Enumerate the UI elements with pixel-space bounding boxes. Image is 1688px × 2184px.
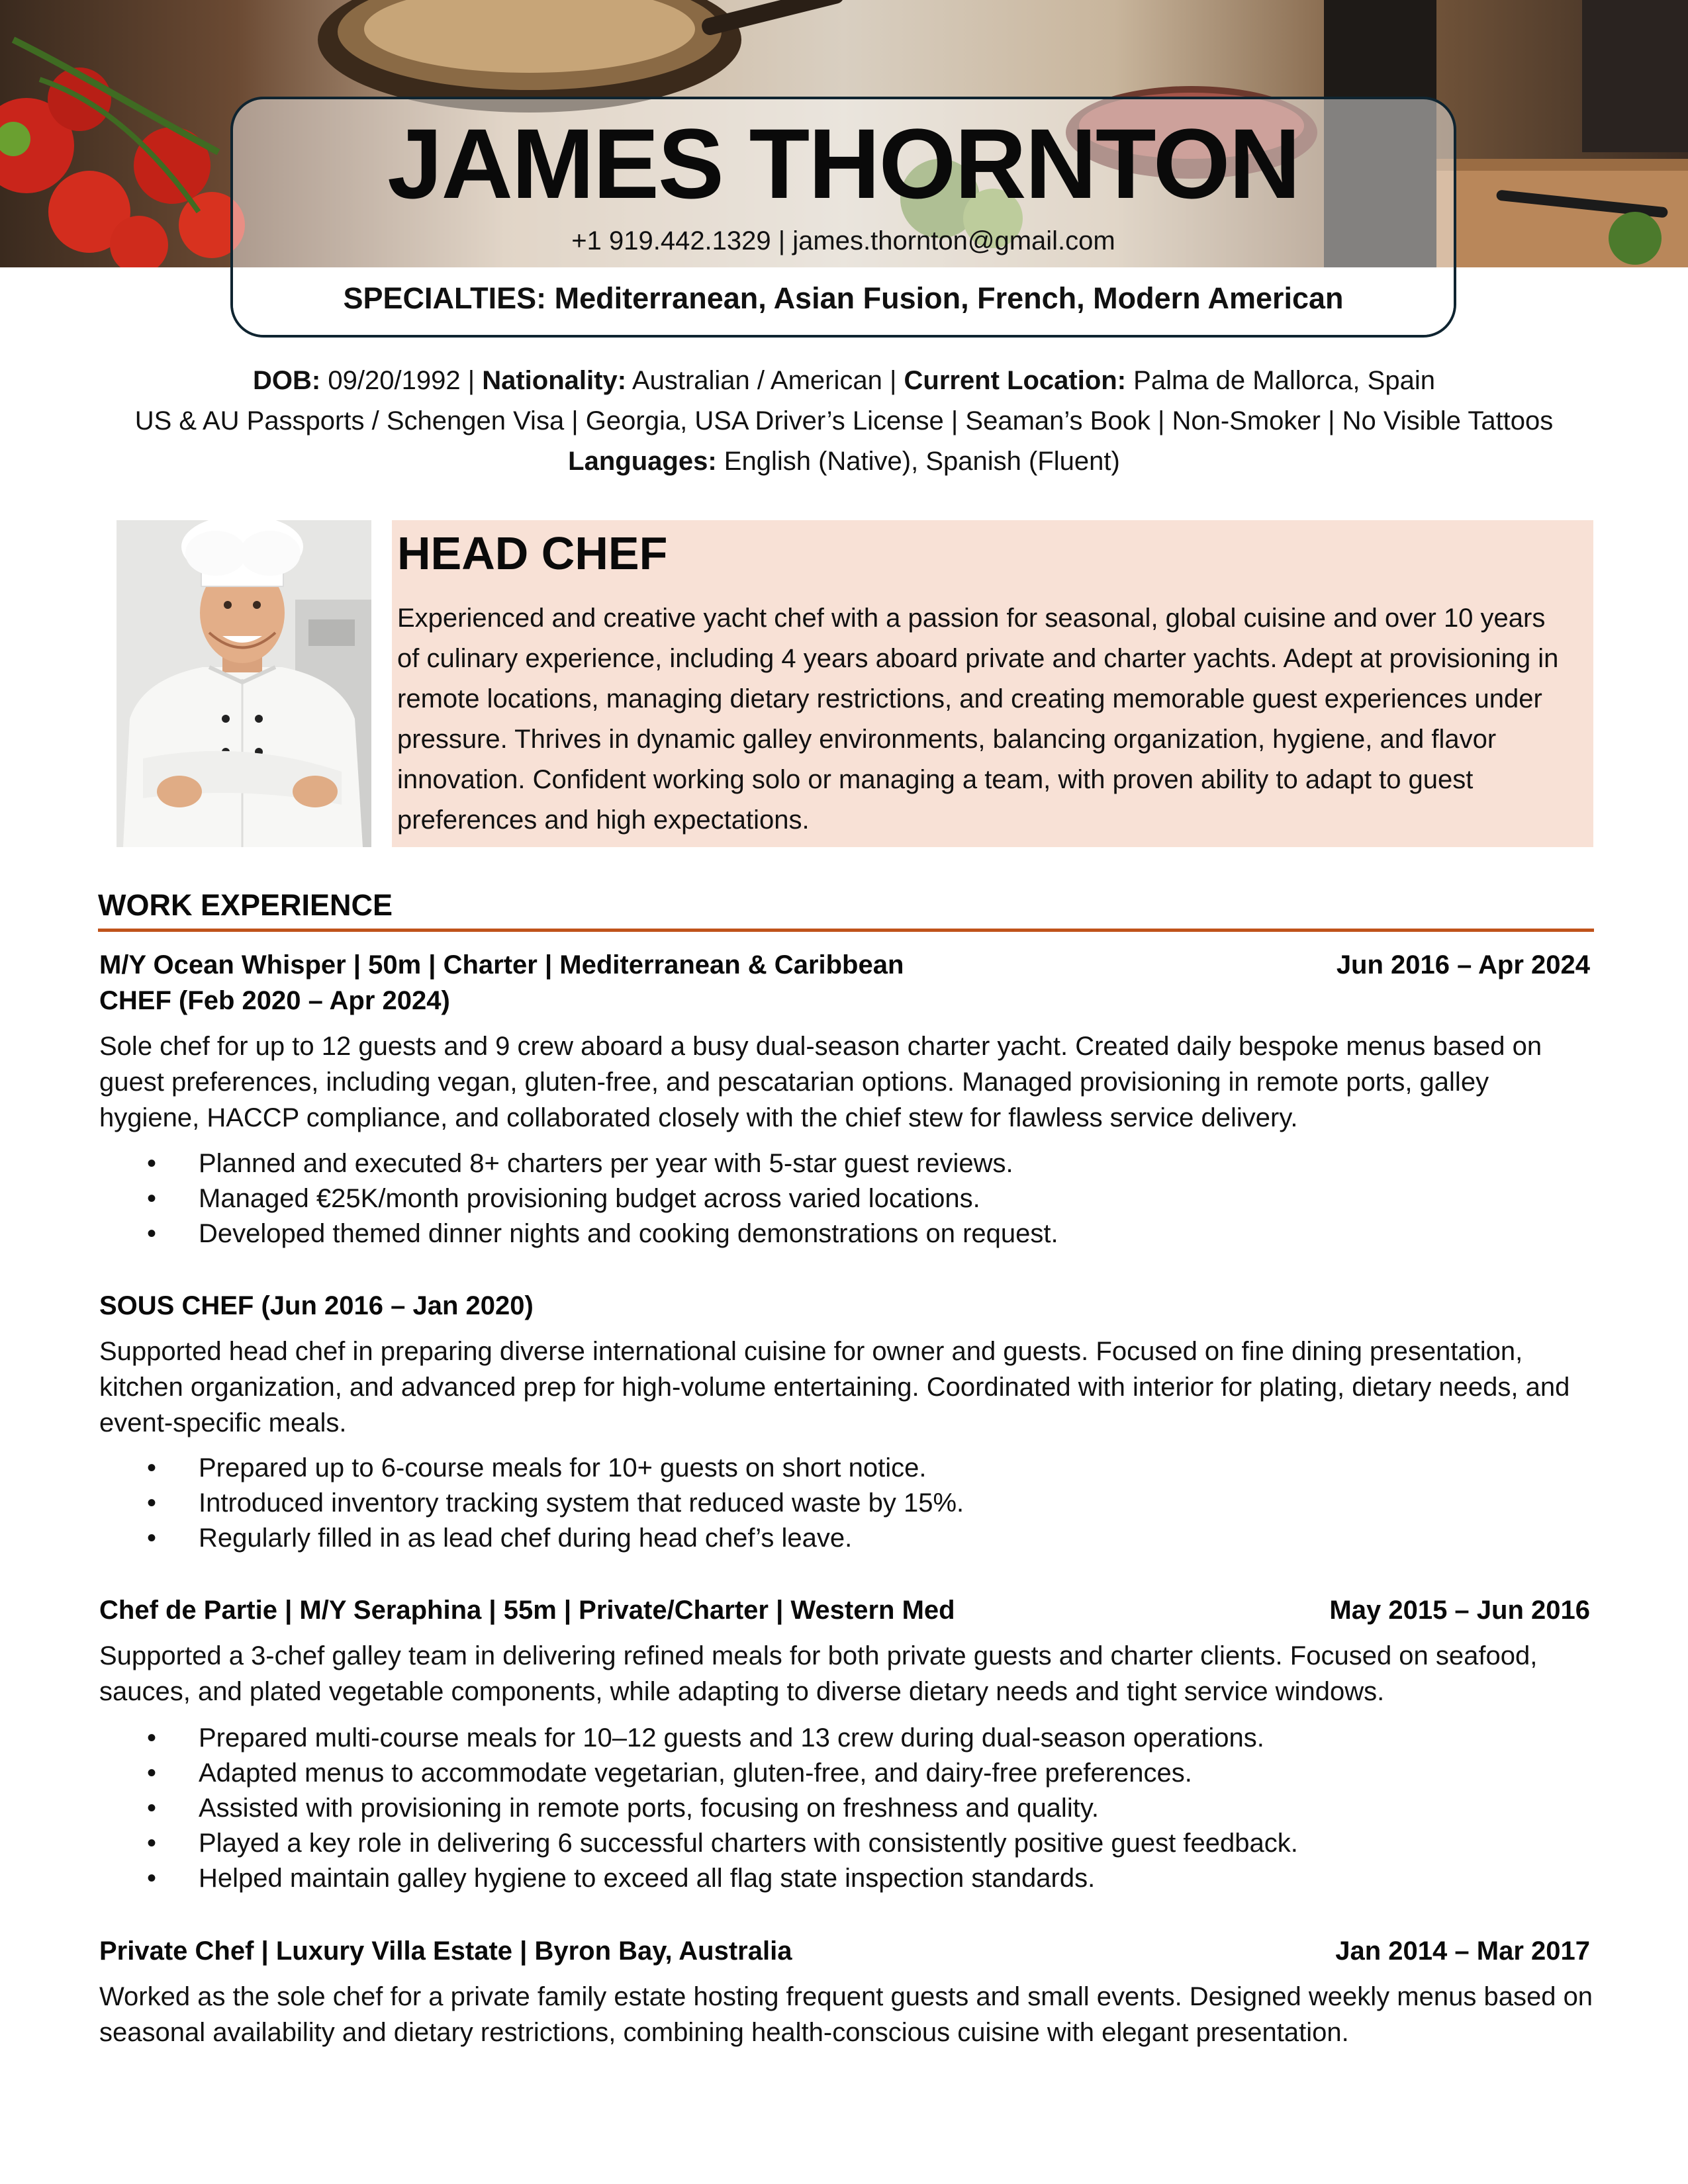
role-description: Sole chef for up to 12 guests and 9 crew aboard a busy dual-season charter yacht. Created daily bespoke menus based on guest preferences, including vegan, gluten-free, and pescatarian options. Managed provisioning in remote ports, galley hygiene, HACCP compliance, and collaborated closely with the chief stew for flawless service delivery. [99, 1032, 1542, 1132]
job-header [99, 1592, 1590, 1628]
achievements-list [99, 1146, 1556, 1251]
languages-label: Languages: [568, 447, 717, 476]
personal-info-line-1: DOB: 09/20/1992 | Nationality: Australian / American | Current Location: Palma de Mallorca, Spain [253, 366, 1435, 395]
nationality-value: Australian / American [632, 366, 882, 395]
job-header [99, 947, 1590, 983]
location-label: Current Location: [904, 366, 1127, 395]
achievements-list [99, 1451, 1556, 1556]
list-item: • Helped maintain galley hygiene to exceed all flag state inspection standards. [99, 1861, 1556, 1896]
list-item: • Developed themed dinner nights and cooking demonstrations on request. [99, 1216, 1556, 1251]
languages-line [66, 441, 1622, 482]
job-title: Chef de Partie | M/Y Seraphina | 55m | Private/Charter | Western Med [99, 1596, 955, 1625]
work-experience-heading: WORK EXPERIENCE [98, 888, 393, 922]
specialties-line: SPECIALTIES: Mediterranean, Asian Fusion, French, Modern American [343, 281, 1344, 315]
role-title: SOUS CHEF (Jun 2016 – Jan 2020) [99, 1291, 534, 1320]
job-title: Private Chef | Luxury Villa Estate | Byron Bay, Australia [99, 1936, 792, 1966]
section-divider [98, 929, 1594, 932]
list-item: • Played a key role in delivering 6 successful charters with consistently positive guest feedback. [99, 1826, 1556, 1861]
job-header [99, 1933, 1590, 1969]
role-description: Supported a 3-chef galley team in delivering refined meals for both private guests and charter clients. Focused on seafood, sauces, and plated vegetable components, while adapting to diverse dietary needs and tight service windows. [99, 1641, 1538, 1706]
candidate-name: JAMES THORNTON [387, 108, 1299, 219]
documents-line: US & AU Passports / Schengen Visa | Georgia, USA Driver’s License | Seaman’s Book | Non-Smoker | No Visible Tattoos [134, 406, 1554, 435]
contact-line: +1 919.442.1329 | james.thornton@gmail.com [571, 226, 1115, 255]
job-dates: May 2015 – Jun 2016 [1329, 1596, 1590, 1625]
personal-info [66, 361, 1622, 482]
chef-portrait-illustration [117, 520, 371, 847]
professional-summary [392, 520, 1593, 847]
achievements-list [99, 1721, 1556, 1896]
name-card [230, 97, 1456, 338]
dob-label: DOB: [253, 366, 321, 395]
profile-title: HEAD CHEF [397, 527, 668, 579]
list-item: • Regularly filled in as lead chef during head chef’s leave. [99, 1521, 1556, 1556]
list-item: • Managed €25K/month provisioning budget across varied locations. [99, 1181, 1556, 1216]
list-item: • Prepared up to 6-course meals for 10+ guests on short notice. [99, 1451, 1556, 1486]
list-item: • Prepared multi-course meals for 10–12 guests and 13 crew during dual-season operations. [99, 1721, 1556, 1756]
job-dates: Jun 2016 – Apr 2024 [1336, 950, 1590, 979]
nationality-label: Nationality: [482, 366, 627, 395]
role-title: CHEF (Feb 2020 – Apr 2024) [99, 986, 450, 1015]
summary-text: Experienced and creative yacht chef with a passion for seasonal, global cuisine and over 10 years of culinary experience, including 4 years aboard private and charter yachts. Adept at provisioning in remote locations, managing dietary restrictions, and creating memorable guest experiences under pressure. Thrives in dynamic galley environments, balancing organization, hygiene, and flavor innovation. Confident working solo or managing a team, with proven ability to adapt to guest preferences and high expectations. [397, 604, 1559, 835]
job-dates: Jan 2014 – Mar 2017 [1335, 1936, 1590, 1966]
list-item: • Introduced inventory tracking system that reduced waste by 15%. [99, 1486, 1556, 1521]
dob-value: 09/20/1992 [328, 366, 461, 395]
profile-photo [117, 520, 371, 847]
job-title: M/Y Ocean Whisper | 50m | Charter | Mediterranean & Caribbean [99, 950, 904, 979]
list-item: • Adapted menus to accommodate vegetarian, gluten-free, and dairy-free preferences. [99, 1756, 1556, 1791]
list-item: • Planned and executed 8+ charters per year with 5-star guest reviews. [99, 1146, 1556, 1181]
location-value: Palma de Mallorca, Spain [1133, 366, 1435, 395]
languages-value: English (Native), Spanish (Fluent) [724, 447, 1120, 476]
role-description: Worked as the sole chef for a private family estate hosting frequent guests and small events. Designed weekly menus based on seasonal availability and dietary restrictions, combining health-conscious cuisine with elegant presentation. [99, 1982, 1593, 2047]
list-item: • Assisted with provisioning in remote ports, focusing on freshness and quality. [99, 1791, 1556, 1826]
role-description: Supported head chef in preparing diverse international cuisine for owner and guests. Focused on fine dining presentation, kitchen organization, and advanced prep for high-volume entertaining. Coordinated with interior for plating, dietary needs, and event-specific meals. [99, 1337, 1570, 1437]
